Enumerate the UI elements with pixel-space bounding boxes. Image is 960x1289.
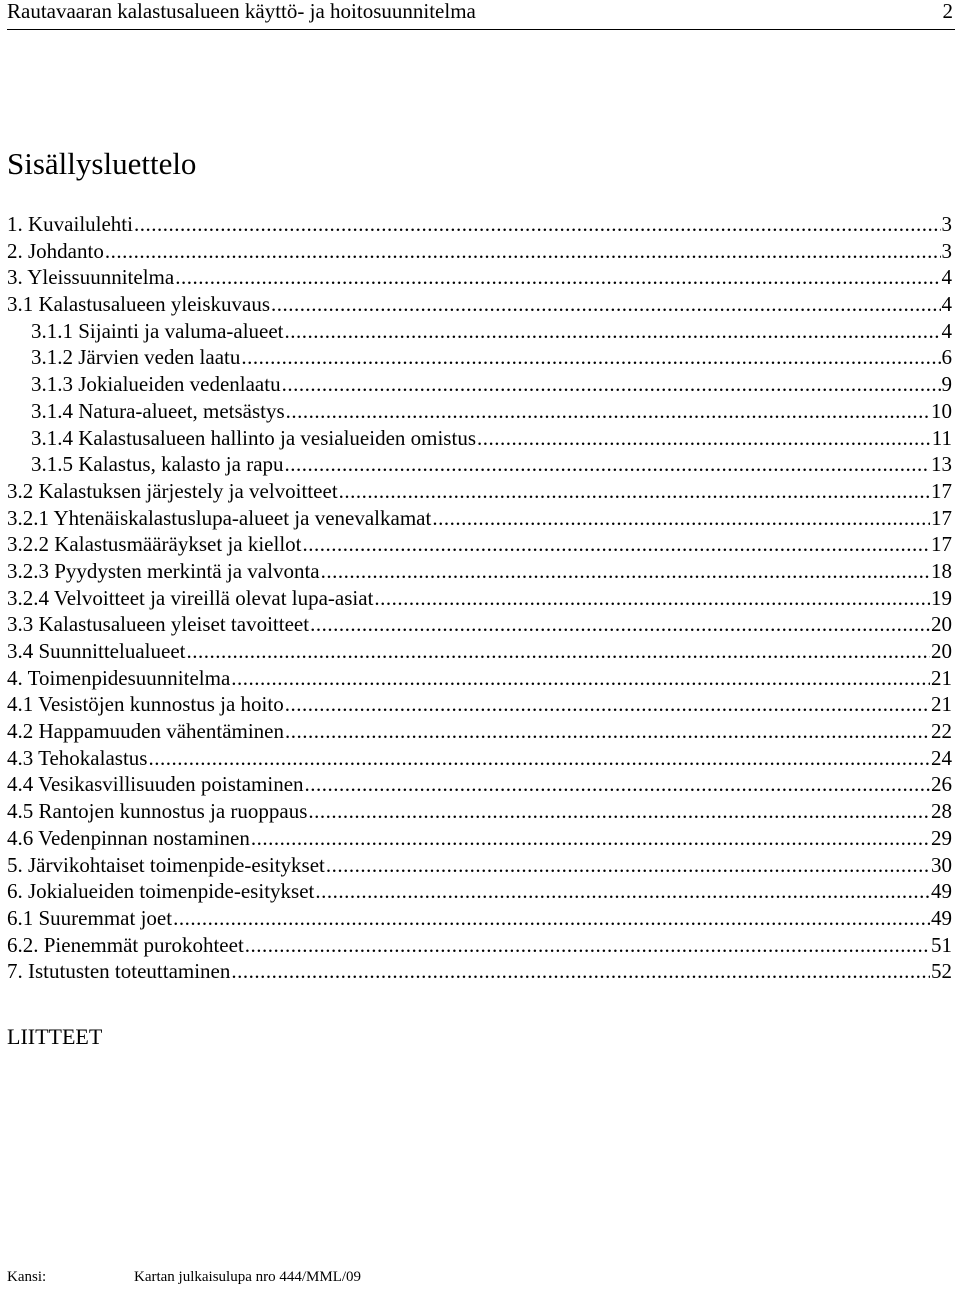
toc-entry[interactable]	[7, 238, 952, 265]
toc-dot-leader	[245, 932, 930, 959]
toc-dot-leader	[303, 531, 930, 558]
toc-entry[interactable]	[7, 264, 952, 291]
toc-entry[interactable]	[7, 852, 952, 879]
toc-dot-leader	[285, 718, 930, 745]
toc-dot-leader	[286, 398, 930, 425]
toc-entry-page: 29	[931, 825, 952, 850]
toc-entry[interactable]	[7, 425, 952, 452]
toc-entry-label: 4.1 Vesistöjen kunnostus ja hoito	[7, 692, 284, 717]
page-number: 2	[942, 0, 953, 23]
toc-entry-label: 3.2 Kalastuksen järjestely ja velvoitteet	[7, 478, 338, 503]
toc-entry-label: 3.2.2 Kalastusmääräykset ja kiellot	[7, 532, 302, 557]
table-of-contents	[7, 211, 952, 985]
toc-entry[interactable]	[7, 825, 952, 852]
toc-entry[interactable]	[7, 798, 952, 825]
toc-dot-leader	[251, 825, 930, 852]
toc-dot-leader	[374, 585, 930, 612]
toc-entry[interactable]	[7, 665, 952, 692]
toc-entry-label: 3.2.3 Pyydysten merkintä ja valvonta	[7, 558, 320, 583]
toc-entry-label: 3.1.5 Kalastus, kalasto ja rapu	[31, 452, 284, 477]
header-divider	[7, 29, 955, 30]
toc-entry-label: 3.1 Kalastusalueen yleiskuvaus	[7, 292, 271, 317]
toc-entry[interactable]	[7, 771, 952, 798]
toc-entry[interactable]	[7, 371, 952, 398]
toc-entry-page: 17	[931, 505, 952, 530]
toc-entry[interactable]	[7, 318, 952, 345]
toc-entry-label: 3. Yleissuunnitelma	[7, 265, 175, 290]
toc-entry-label: 3.1.2 Järvien veden laatu	[31, 345, 241, 370]
toc-entry-page: 49	[931, 879, 952, 904]
toc-entry[interactable]	[7, 718, 952, 745]
toc-dot-leader	[241, 344, 940, 371]
toc-entry-label: 7. Istutusten toteuttaminen	[7, 959, 231, 984]
toc-entry-label: 3.1.4 Natura-alueet, metsästys	[31, 398, 285, 423]
toc-entry[interactable]	[7, 211, 952, 238]
toc-entry[interactable]	[7, 638, 952, 665]
toc-entry-page: 20	[931, 639, 952, 663]
toc-dot-leader	[175, 264, 940, 291]
toc-dot-leader	[308, 798, 930, 825]
toc-dot-leader	[310, 611, 930, 638]
footer-label: Kansi:	[7, 1269, 47, 1285]
toc-entry-page: 6	[941, 345, 952, 370]
toc-entry[interactable]	[7, 505, 952, 532]
document-title: Rautavaaran kalastusalueen käyttö- ja hoitosuunnitelma	[7, 0, 476, 23]
toc-entry-page: 4	[941, 292, 952, 317]
toc-dot-leader	[285, 451, 930, 478]
toc-entry-label: 3.4 Suunnittelualueet	[7, 639, 186, 663]
toc-entry-label: 6.1 Suuremmat joet	[7, 905, 173, 930]
footer-text: Kartan julkaisulupa nro 444/MML/09	[134, 1269, 362, 1285]
toc-dot-leader	[285, 318, 941, 345]
toc-dot-leader	[477, 425, 931, 452]
toc-entry-label: 3.1.4 Kalastusalueen hallinto ja vesialueiden omistus	[31, 425, 476, 450]
toc-entry-label: 6. Jokialueiden toimenpide-esitykset	[7, 879, 315, 904]
toc-entry[interactable]	[7, 291, 952, 318]
toc-entry-page: 22	[931, 719, 952, 744]
toc-entry-page: 52	[931, 959, 952, 984]
toc-entry-label: 3.2.1 Yhtenäiskalastuslupa-alueet ja venevalkamat	[7, 505, 432, 530]
toc-entry[interactable]	[7, 585, 952, 612]
toc-heading: Sisällysluettelo	[7, 146, 197, 181]
toc-dot-leader	[271, 291, 940, 318]
toc-entry-label: 3.2.4 Velvoitteet ja vireillä olevat lupa-asiat	[7, 585, 374, 610]
toc-entry[interactable]	[7, 344, 952, 371]
toc-entry[interactable]	[7, 878, 952, 905]
toc-dot-leader	[282, 371, 941, 398]
toc-entry-label: 4.5 Rantojen kunnostus ja ruoppaus	[7, 799, 308, 824]
toc-entry[interactable]	[7, 398, 952, 425]
toc-dot-leader	[231, 665, 930, 692]
toc-entry-label: 4.4 Vesikasvillisuuden poistaminen	[7, 772, 304, 797]
toc-entry-page: 49	[931, 905, 952, 930]
toc-dot-leader	[231, 958, 930, 985]
toc-entry[interactable]	[7, 531, 952, 558]
toc-entry-page: 13	[931, 452, 952, 477]
page-footer	[7, 1268, 947, 1288]
toc-dot-leader	[339, 478, 930, 505]
appendices-heading: LIITTEET	[7, 1024, 103, 1049]
toc-dot-leader	[326, 852, 930, 879]
toc-entry-label: 6.2. Pienemmät purokohteet	[7, 932, 244, 957]
toc-entry-label: 3.3 Kalastusalueen yleiset tavoitteet	[7, 612, 310, 637]
toc-entry-label: 3.1.3 Jokialueiden vedenlaatu	[31, 372, 281, 397]
toc-entry-label: 3.1.1 Sijainti ja valuma-alueet	[31, 318, 284, 343]
toc-dot-leader	[173, 905, 930, 932]
toc-entry-page: 4	[941, 318, 952, 343]
toc-entry-page: 10	[931, 398, 952, 423]
toc-entry-page: 4	[941, 265, 952, 290]
toc-dot-leader	[305, 771, 930, 798]
toc-entry-page: 11	[931, 425, 952, 450]
toc-entry[interactable]	[7, 451, 952, 478]
toc-dot-leader	[105, 238, 941, 265]
toc-entry[interactable]	[7, 558, 952, 585]
toc-entry[interactable]	[7, 691, 952, 718]
toc-entry-label: 4.6 Vedenpinnan nostaminen	[7, 825, 250, 850]
toc-entry-page: 17	[931, 532, 952, 557]
toc-entry-page: 21	[931, 665, 952, 690]
toc-entry[interactable]	[7, 905, 952, 932]
toc-entry-page: 18	[931, 558, 952, 583]
toc-entry-page: 21	[931, 692, 952, 717]
toc-dot-leader	[285, 691, 930, 718]
toc-entry-page: 26	[931, 772, 952, 797]
toc-entry[interactable]	[7, 745, 952, 772]
toc-entry-page: 51	[931, 932, 952, 957]
toc-entry-page: 19	[931, 585, 952, 610]
toc-dot-leader	[186, 638, 930, 665]
toc-dot-leader	[321, 558, 930, 585]
toc-entry[interactable]	[7, 932, 952, 959]
toc-entry-label: 4. Toimenpidesuunnitelma	[7, 665, 231, 690]
page-header	[7, 0, 953, 24]
toc-entry[interactable]	[7, 958, 952, 985]
toc-entry-label: 4.3 Tehokalastus	[7, 745, 148, 770]
toc-entry-page: 3	[941, 212, 952, 236]
toc-entry-label: 2. Johdanto	[7, 238, 104, 263]
toc-entry-page: 28	[931, 799, 952, 824]
toc-entry-label: 1. Kuvailulehti	[7, 212, 133, 236]
toc-entry[interactable]	[7, 478, 952, 505]
toc-entry-page: 24	[931, 745, 952, 770]
toc-entry-page: 30	[931, 852, 952, 877]
toc-entry-label: 5. Järvikohtaiset toimenpide-esitykset	[7, 852, 325, 877]
toc-dot-leader	[148, 745, 930, 772]
toc-entry-page: 20	[931, 612, 952, 637]
toc-dot-leader	[134, 211, 941, 238]
toc-dot-leader	[315, 878, 930, 905]
toc-entry-label: 4.2 Happamuuden vähentäminen	[7, 719, 284, 744]
toc-entry[interactable]	[7, 611, 952, 638]
toc-entry-page: 3	[941, 238, 952, 263]
toc-entry-page: 17	[931, 478, 952, 503]
toc-dot-leader	[432, 505, 930, 532]
toc-entry-page: 9	[941, 372, 952, 397]
